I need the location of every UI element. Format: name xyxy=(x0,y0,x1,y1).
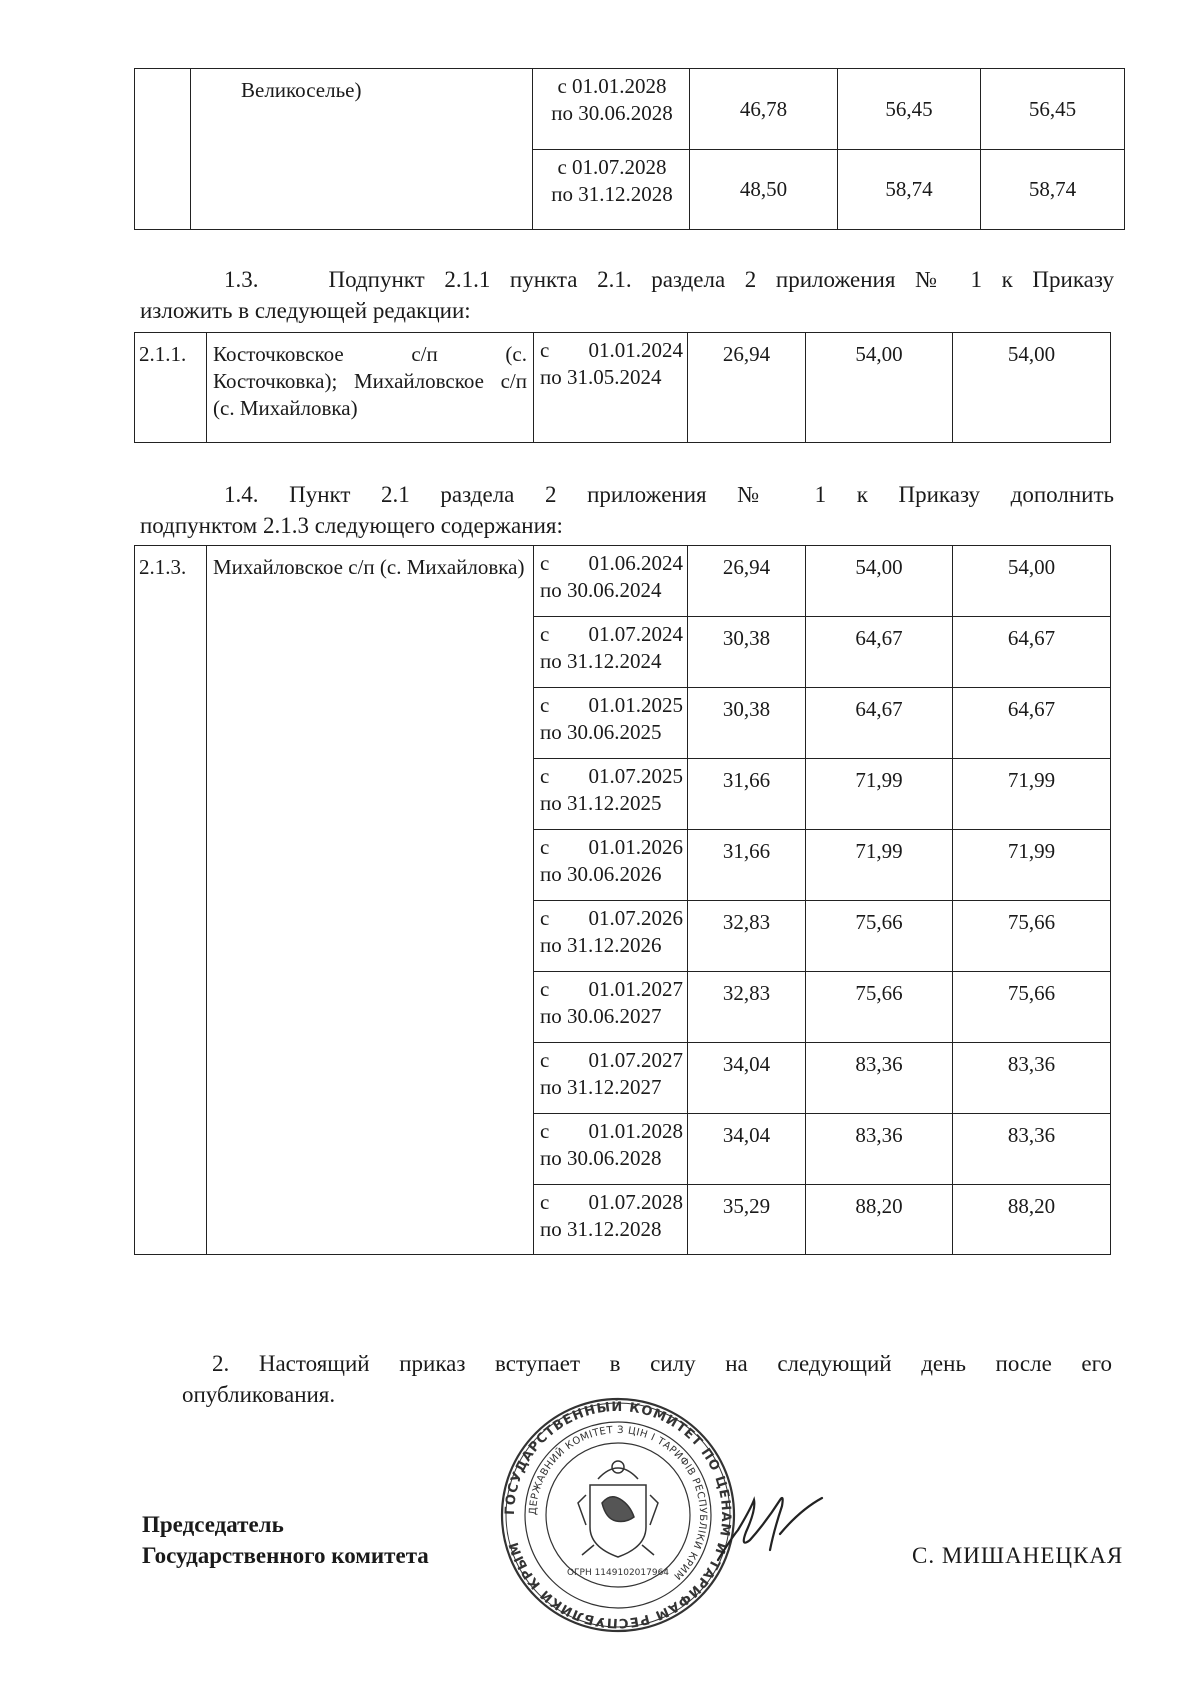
tariff-table-2-1-3 xyxy=(134,545,1111,1255)
value-cell: 88,20 xyxy=(806,1185,953,1255)
value-cell: 64,67 xyxy=(806,617,953,688)
period-to: по 30.06.2027 xyxy=(540,1004,662,1028)
value-cell: 83,36 xyxy=(953,1043,1111,1114)
value-cell: 75,66 xyxy=(953,901,1111,972)
value-cell: 26,94 xyxy=(688,546,806,617)
period-to: по 30.06.2026 xyxy=(540,862,662,886)
value-cell: 46,78 xyxy=(690,69,838,150)
paragraph-line: 1.4. Пункт 2.1 раздела 2 приложения № 1 к Приказу дополнить xyxy=(224,482,1114,507)
value-cell: 88,20 xyxy=(953,1185,1111,1255)
value-cell: 83,36 xyxy=(806,1114,953,1185)
value-cell: 54,00 xyxy=(953,333,1111,443)
value-cell: 71,99 xyxy=(806,830,953,901)
row-index-cell: 2.1.1. xyxy=(135,333,207,443)
value-cell: 32,83 xyxy=(688,901,806,972)
period-cell xyxy=(533,69,690,150)
period-cell xyxy=(533,150,690,230)
period-to: по 31.12.2024 xyxy=(540,649,662,673)
paragraph-number: 1.3. xyxy=(224,267,259,292)
period-to: по 30.06.2028 xyxy=(540,1146,662,1170)
period-cell xyxy=(534,333,688,443)
period-to: по 31.12.2028 xyxy=(551,182,673,206)
handwritten-signature xyxy=(710,1470,830,1580)
value-cell: 71,99 xyxy=(953,830,1111,901)
table-row xyxy=(135,69,1125,150)
value-cell: 48,50 xyxy=(690,150,838,230)
value-cell: 58,74 xyxy=(981,150,1125,230)
value-cell: 64,67 xyxy=(953,688,1111,759)
period-to: по 31.12.2026 xyxy=(540,933,662,957)
value-cell: 31,66 xyxy=(688,759,806,830)
value-cell: 83,36 xyxy=(953,1114,1111,1185)
paragraph-line: изложить в следующей редакции: xyxy=(140,298,471,323)
value-cell: 34,04 xyxy=(688,1114,806,1185)
period-cell xyxy=(534,759,688,830)
seal-ogrn: ОГРН 1149102017964 xyxy=(566,1568,670,1578)
period-to: по 30.06.2025 xyxy=(540,720,662,744)
period-cell xyxy=(534,972,688,1043)
signatory-title-line: Государственного комитета xyxy=(142,1543,429,1568)
value-cell: 75,66 xyxy=(953,972,1111,1043)
period-cell xyxy=(534,1114,688,1185)
period-from: с 01.07.2028 xyxy=(540,1190,683,1214)
paragraph-line: Подпункт 2.1.1 пункта 2.1. раздела 2 приложения № 1 к Приказу xyxy=(328,267,1114,292)
period-from: с 01.01.2025 xyxy=(540,693,683,717)
period-to: по 31.12.2028 xyxy=(540,1217,662,1241)
period-from: с 01.07.2028 xyxy=(557,155,667,179)
value-cell: 83,36 xyxy=(806,1043,953,1114)
seal-inner-text: ДЕРЖАВНИЙ КОМІТЕТ З ЦІН І ТАРИФІВ РЕСПУБЛІКИ КРИМ xyxy=(527,1424,709,1582)
settlement-cell: Михайловское с/п (с. Михайловка) xyxy=(207,546,534,1255)
period-to: по 30.06.2024 xyxy=(540,578,662,602)
value-cell: 30,38 xyxy=(688,688,806,759)
value-cell: 75,66 xyxy=(806,901,953,972)
period-to: по 31.12.2025 xyxy=(540,791,662,815)
period-from: с 01.07.2027 xyxy=(540,1048,683,1072)
period-cell xyxy=(534,617,688,688)
period-from: с 01.01.2028 xyxy=(540,1119,683,1143)
settlement-cell: Косточковское с/п (с. Косточковка); Михайловское с/п (с. Михайловка) xyxy=(207,333,534,443)
table-row xyxy=(135,546,1111,617)
period-from: с 01.01.2028 xyxy=(557,74,667,98)
paragraph-1-3 xyxy=(140,264,1114,326)
value-cell: 71,99 xyxy=(806,759,953,830)
value-cell: 71,99 xyxy=(953,759,1111,830)
value-cell: 64,67 xyxy=(806,688,953,759)
paragraph-line: 2. Настоящий приказ вступает в силу на следующий день после его xyxy=(212,1351,1112,1376)
period-from: с 01.01.2026 xyxy=(540,835,683,859)
settlement-cell xyxy=(191,69,533,230)
value-cell: 56,45 xyxy=(838,69,981,150)
signatory-name: С. МИШАНЕЦКАЯ xyxy=(912,1543,1124,1568)
value-cell: 54,00 xyxy=(806,546,953,617)
value-cell: 54,00 xyxy=(806,333,953,443)
value-cell: 26,94 xyxy=(688,333,806,443)
period-cell xyxy=(534,901,688,972)
period-cell xyxy=(534,546,688,617)
period-cell xyxy=(534,688,688,759)
tariff-table-2-1-1 xyxy=(134,332,1111,443)
value-cell: 75,66 xyxy=(806,972,953,1043)
table-row xyxy=(135,333,1111,443)
signatory-title xyxy=(142,1509,429,1571)
value-cell: 34,04 xyxy=(688,1043,806,1114)
signatory-title-line: Председатель xyxy=(142,1512,284,1537)
period-cell xyxy=(534,830,688,901)
period-cell xyxy=(534,1043,688,1114)
tariff-table-continuation xyxy=(134,68,1125,230)
settlement-text: Великоселье) xyxy=(241,78,362,102)
period-from: с 01.07.2025 xyxy=(540,764,683,788)
period-cell xyxy=(534,1185,688,1255)
period-to: по 31.05.2024 xyxy=(540,365,662,389)
value-cell: 30,38 xyxy=(688,617,806,688)
value-cell: 31,66 xyxy=(688,830,806,901)
seal-outer-text: ГОСУДАРСТВЕННЫЙ КОМИТЕТ ПО ЦЕНАМ И ТАРИФАМ РЕСПУБЛИКИ КРЫМ xyxy=(502,1399,734,1631)
value-cell: 35,29 xyxy=(688,1185,806,1255)
coat-of-arms-icon xyxy=(578,1461,658,1557)
period-from: с 01.01.2024 xyxy=(540,338,683,362)
row-index-cell: 2.1.3. xyxy=(135,546,207,1255)
period-from: с 01.07.2026 xyxy=(540,906,683,930)
paragraph-line: опубликования. xyxy=(182,1382,336,1407)
official-seal xyxy=(498,1395,738,1635)
paragraph-1-4 xyxy=(140,479,1114,541)
table-body xyxy=(135,546,1111,1255)
period-to: по 31.12.2027 xyxy=(540,1075,662,1099)
value-cell: 64,67 xyxy=(953,617,1111,688)
value-cell: 56,45 xyxy=(981,69,1125,150)
value-cell: 32,83 xyxy=(688,972,806,1043)
period-to: по 30.06.2028 xyxy=(551,101,673,125)
paragraph-line: подпунктом 2.1.3 следующего содержания: xyxy=(140,513,563,538)
period-from: с 01.01.2027 xyxy=(540,977,683,1001)
row-index-cell xyxy=(135,69,191,230)
value-cell: 54,00 xyxy=(953,546,1111,617)
value-cell: 58,74 xyxy=(838,150,981,230)
period-from: с 01.07.2024 xyxy=(540,622,683,646)
period-from: с 01.06.2024 xyxy=(540,551,683,575)
